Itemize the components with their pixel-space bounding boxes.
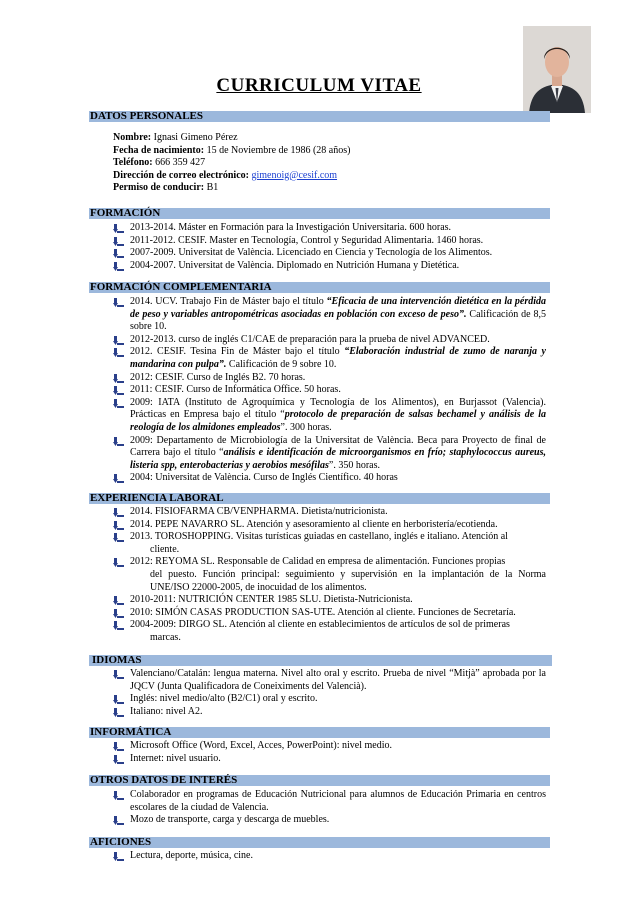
arrow-bullet-icon bbox=[113, 755, 124, 764]
arrow-bullet-icon bbox=[113, 521, 124, 530]
list-item: 2012: REYOMA SL. Responsable de Calidad en empresa de alimentación. Funciones propias del puesto. Función principal: seguimiento y supervisión en la implantación de la Norma UNE/ISO 22000-2005, de inocuidad de los alimentos. bbox=[0, 556, 638, 594]
arrow-bullet-icon bbox=[113, 399, 124, 408]
arrow-bullet-icon bbox=[113, 237, 124, 246]
field-birthdate: Fecha de nacimiento: 15 de Noviembre de 1986 (28 años) bbox=[113, 144, 351, 156]
list-item: Italiano: nivel A2. bbox=[0, 706, 638, 719]
aficiones-list bbox=[0, 850, 638, 863]
arrow-bullet-icon bbox=[113, 348, 124, 357]
section-heading-aficiones: AFICIONES bbox=[89, 837, 550, 848]
arrow-bullet-icon bbox=[113, 224, 124, 233]
list-item: 2014. FISIOFARMA CB/VENPHARMA. Dietista/nutricionista. bbox=[0, 506, 638, 519]
section-heading-idiomas: IDIOMAS bbox=[89, 655, 552, 666]
field-license: Permiso de conducir: B1 bbox=[113, 182, 219, 194]
personal-data bbox=[0, 132, 638, 195]
list-item: Internet: nivel usuario. bbox=[0, 753, 638, 766]
arrow-bullet-icon bbox=[113, 386, 124, 395]
arrow-bullet-icon bbox=[113, 374, 124, 383]
list-item: 2011: CESIF. Curso de Informática Office. 50 horas. bbox=[0, 384, 638, 397]
list-item: 2010: SIMÓN CASAS PRODUCTION SAS-UTE. Atención al cliente. Funciones de Secretaría. bbox=[0, 607, 638, 620]
section-heading-formacion: FORMACIÓN bbox=[89, 208, 550, 219]
list-item: 2009: Departamento de Microbiología de la Universitat de València. Beca para Proyecto de final de Carrera bajo el título “análisis e identificación de microorganismos en frío; staphylococcus aureus, listeria spp, enterobacterias y aerobios mesófilas”. 350 horas. bbox=[0, 435, 638, 473]
list-item: 2014. PEPE NAVARRO SL. Atención y asesoramiento al cliente en herboristería/ecotienda. bbox=[0, 519, 638, 532]
informatica-list bbox=[0, 740, 638, 765]
section-heading-informatica: INFORMÁTICA bbox=[89, 727, 550, 738]
list-item: 2013-2014. Máster en Formación para la Investigación Universitaria. 600 horas. bbox=[0, 222, 638, 235]
page-title: CURRICULUM VITAE bbox=[216, 75, 422, 96]
field-email: Dirección de correo electrónico: gimenoig@cesif.com bbox=[113, 169, 338, 181]
formacion-list bbox=[0, 222, 638, 272]
list-item: Lectura, deporte, música, cine. bbox=[0, 850, 638, 863]
arrow-bullet-icon bbox=[113, 596, 124, 605]
arrow-bullet-icon bbox=[113, 695, 124, 704]
list-item: 2012-2013. curso de inglés C1/CAE de preparación para la prueba de nivel ADVANCED. bbox=[0, 334, 638, 347]
list-item: Valenciano/Catalán: lengua materna. Nivel alto oral y escrito. Prueba de nivel “Mitjà” aprobada por la JQCV (Junta Qualificadora de Coneiximents del Valencià). bbox=[0, 668, 638, 693]
list-item: 2012: CESIF. Curso de Inglés B2. 70 horas. bbox=[0, 372, 638, 385]
arrow-bullet-icon bbox=[113, 262, 124, 271]
complementaria-list bbox=[0, 296, 638, 485]
arrow-bullet-icon bbox=[113, 533, 124, 542]
otros-list bbox=[0, 789, 638, 827]
arrow-bullet-icon bbox=[113, 816, 124, 825]
list-item: 2007-2009. Universitat de València. Licenciado en Ciencia y Tecnología de los Alimentos. bbox=[0, 247, 638, 260]
list-item: 2004: Universitat de València. Curso de Inglés Científico. 40 horas bbox=[0, 472, 638, 485]
list-item: 2004-2007. Universitat de València. Diplomado en Nutrición Humana y Dietética. bbox=[0, 260, 638, 273]
arrow-bullet-icon bbox=[113, 508, 124, 517]
arrow-bullet-icon bbox=[113, 670, 124, 679]
email-link[interactable]: gimenoig@cesif.com bbox=[251, 169, 338, 181]
arrow-bullet-icon bbox=[113, 249, 124, 258]
arrow-bullet-icon bbox=[113, 791, 124, 800]
arrow-bullet-icon bbox=[113, 609, 124, 618]
list-item: Inglés: nivel medio/alto (B2/C1) oral y escrito. bbox=[0, 693, 638, 706]
arrow-bullet-icon bbox=[113, 852, 124, 861]
arrow-bullet-icon bbox=[113, 336, 124, 345]
idiomas-list bbox=[0, 668, 638, 718]
arrow-bullet-icon bbox=[113, 298, 124, 307]
list-item: Mozo de transporte, carga y descarga de muebles. bbox=[0, 814, 638, 827]
arrow-bullet-icon bbox=[113, 708, 124, 717]
arrow-bullet-icon bbox=[113, 558, 124, 567]
list-item: 2010-2011: NUTRICIÓN CENTER 1985 SLU. Dietista-Nutricionista. bbox=[0, 594, 638, 607]
list-item: 2004-2009: DIRGO SL. Atención al cliente en establecimientos de artículos de sol de primeras marcas. bbox=[0, 619, 638, 644]
list-item: Microsoft Office (Word, Excel, Acces, PowerPoint): nivel medio. bbox=[0, 740, 638, 753]
section-heading-personal: DATOS PERSONALES bbox=[89, 111, 550, 122]
section-heading-otros: OTROS DATOS DE INTERÉS bbox=[89, 775, 550, 786]
profile-photo bbox=[523, 26, 591, 113]
list-item: 2012. CESIF. Tesina Fin de Máster bajo el título “Elaboración industrial de zumo de naranja y mandarina con pulpa”. Calificación de 9 sobre 10. bbox=[0, 346, 638, 371]
list-item: 2013. TOROSHOPPING. Visitas turísticas guiadas en castellano, inglés e italiano. Atención al cliente. bbox=[0, 531, 638, 556]
arrow-bullet-icon bbox=[113, 474, 124, 483]
arrow-bullet-icon bbox=[113, 437, 124, 446]
list-item: 2009: IATA (Instituto de Agroquímica y Tecnología de los Alimentos), en Burjassot (Valencia). Prácticas en Empresa bajo el título “protocolo de preparación de salsas bechamel y análisis de la reología de los almidones empleados”. 300 horas. bbox=[0, 397, 638, 435]
field-name: Nombre: Ignasi Gimeno Pérez bbox=[113, 132, 238, 143]
list-item: 2014. UCV. Trabajo Fin de Máster bajo el título “Eficacia de una intervención dietética en la pérdida de peso y variables antropométricas asociadas en población con exceso de peso”. Calificación de 8,5 sobre 10. bbox=[0, 296, 638, 334]
section-heading-experiencia: EXPERIENCIA LABORAL bbox=[89, 493, 550, 504]
list-item: 2011-2012. CESIF. Master en Tecnología, Control y Seguridad Alimentaria. 1460 horas. bbox=[0, 235, 638, 248]
section-heading-complementaria: FORMACIÓN COMPLEMENTARIA bbox=[89, 282, 550, 293]
list-item: Colaborador en programas de Educación Nutricional para alumnos de Educación Primaria en centros escolares de la ciudad de Valencia. bbox=[0, 789, 638, 814]
field-phone: Teléfono: 666 359 427 bbox=[113, 157, 206, 169]
arrow-bullet-icon bbox=[113, 742, 124, 751]
arrow-bullet-icon bbox=[113, 621, 124, 630]
experiencia-list bbox=[0, 506, 638, 645]
